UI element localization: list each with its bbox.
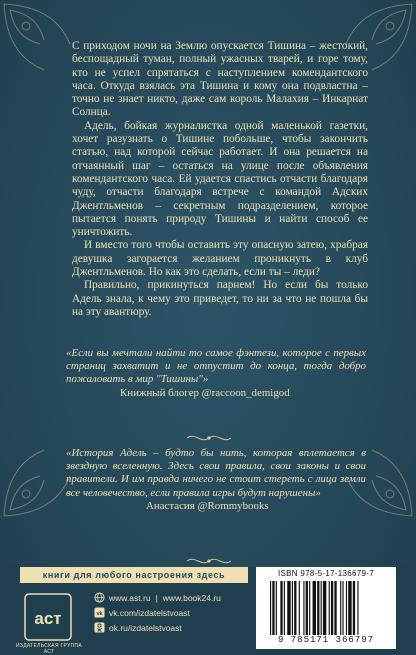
link-separator: | [155,592,158,603]
annotation-paragraph: Адель, бойкая журналистка одной маленькой газетки, хочет разузнать о Тишине побольше, чтобы закончить статью, над которой сейчас работает. И она решается на отчаянный шаг – остаться на улице после объявления комендантского часа. Ей удается спастись отчасти благодаря чуду, отчасти благодаря встрече с командой Адских Джентльменов – секретным подразделением, которое пытается понять природу Тишины и найти способ ее уничтожить. [72,119,368,239]
barcode-panel [256,567,396,649]
barcode-digits: 9 785171 366797 [277,635,374,645]
odnoklassniki-icon [94,622,105,633]
ornament-divider-icon [185,555,233,567]
vk-link[interactable]: vk.com/izdatelstvoast [109,607,190,618]
website-row [94,590,244,605]
vk-row [94,605,244,620]
svg-text:vk: vk [96,610,103,617]
ast-logo-icon [24,593,72,641]
annotation-paragraph: Правильно, прикинуться парнем! Но если бы только Адель знала, к чему это приведет, то ни за что не пошла бы на эту авантюру. [72,279,368,318]
annotation-paragraph: С приходом ночи на Землю опускается Тишина – жестокий, беспощадный туман, полный ужасных тварей, и горе тому, кто не успел спрятаться с наступлением комендантского часа. Откуда взялась эта Тишина и кому она подвластна – точно не знает никто, даже сам король Малахия – Инкарнат Солнца. [72,40,368,119]
review-quote [66,447,366,513]
corner-ornament-icon [0,0,80,80]
publisher-links [94,590,244,635]
isbn-number: ISBN 978-5-17-136679-7 [278,569,374,578]
website-link[interactable]: www.ast.ru [109,592,151,603]
review-quote [66,347,366,400]
tagline-strip: книги для любого настроения здесь [20,567,248,583]
globe-icon [94,592,105,603]
ok-row [94,620,244,635]
book-annotation [72,40,368,319]
annotation-paragraph: И вместо того чтобы оставить эту опасную затею, храбрая девушка загорается желанием проникнуть в клуб Джентльменов. Но как это сделать, если ты – леди? [72,239,368,279]
quote-text: «История Адель – будто бы нить, которая вплетается в звездную вселенную. Здесь свои правила, свои законы и свои правители. И им правда ничего не стоит стереть с лица земли все человечество, если правила игры будут нарушены» [66,447,366,499]
ornament-divider-icon [185,432,233,444]
publisher-name: ИЗДАТЕЛЬСКАЯ ГРУППА АСТ [16,643,82,655]
quote-author: Анастасия @Rommybooks [146,499,269,512]
quote-author: Книжный блогер @raccoon_demigod [120,386,290,399]
ok-link[interactable]: ok.ru/izdatelstvoast [109,622,182,633]
website-link[interactable]: www.book24.ru [162,592,221,603]
logo-text: аст [34,609,62,628]
barcode-icon [268,581,388,635]
quote-text: «Если вы мечтали найти то самое фэнтези, которое с первых страниц захватит и не отпустит до конца, тогда добро пожаловать в мир "Тишины"» [66,347,366,386]
vk-icon [94,607,105,618]
